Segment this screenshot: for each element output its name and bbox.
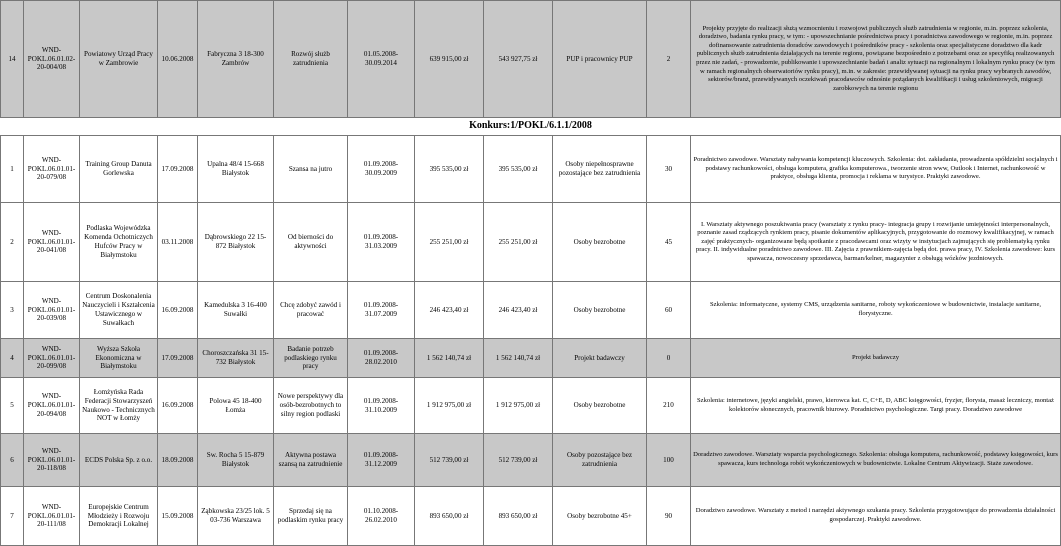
- funding-amount: 246 423,40 zł: [484, 282, 553, 339]
- application-number: WND-POKL.06.01.01-20-094/08: [24, 378, 80, 434]
- participants-count: 60: [647, 282, 691, 339]
- table-row: [1, 282, 1061, 339]
- target-group: Osoby bezrobotne 45+: [553, 487, 647, 546]
- funding-amount: 543 927,75 zł: [484, 1, 553, 118]
- participants-count: 90: [647, 487, 691, 546]
- application-number: WND-POKL.06.01.01-20-079/08: [24, 136, 80, 203]
- project-description: Projekt badawczy: [691, 339, 1061, 378]
- project-value: 1 562 140,74 zł: [415, 339, 484, 378]
- project-title: Aktywna postawa szansą na zatrudnienie: [274, 434, 348, 487]
- target-group: Projekt badawczy: [553, 339, 647, 378]
- agreement-date: 03.11.2008: [158, 203, 198, 282]
- beneficiary-name: Wyższa Szkoła Ekonomiczna w Białymstoku: [80, 339, 158, 378]
- row-number: 1: [1, 136, 24, 203]
- project-value: 246 423,40 zł: [415, 282, 484, 339]
- row-number: 14: [1, 1, 24, 118]
- target-group: PUP i pracownicy PUP: [553, 1, 647, 118]
- funding-amount: 893 650,00 zł: [484, 487, 553, 546]
- target-group: Osoby pozostające bez zatrudnienia: [553, 434, 647, 487]
- project-value: 395 535,00 zł: [415, 136, 484, 203]
- table-row: [1, 136, 1061, 203]
- beneficiary-name: Training Group Danuta Gorlewska: [80, 136, 158, 203]
- beneficiary-address: Upalna 48/4 15-668 Białystok: [198, 136, 274, 203]
- application-number: WND-POKL.06.01.01-20-111/08: [24, 487, 80, 546]
- beneficiary-name: Podlaska Wojewódzka Komenda Ochotniczych Hufców Pracy w Białymstoku: [80, 203, 158, 282]
- project-value: 255 251,00 zł: [415, 203, 484, 282]
- agreement-date: 15.09.2008: [158, 487, 198, 546]
- beneficiary-address: Sw. Rocha 5 15-879 Białystok: [198, 434, 274, 487]
- row-number: 4: [1, 339, 24, 378]
- agreement-date: 16.09.2008: [158, 378, 198, 434]
- participants-count: 0: [647, 339, 691, 378]
- target-group: Osoby bezrobotne: [553, 203, 647, 282]
- konkurs-row: [1, 118, 1061, 136]
- project-period: 01.05.2008-30.09.2014: [348, 1, 415, 118]
- target-group: Osoby bezrobotne: [553, 378, 647, 434]
- project-description: Poradnictwo zawodowe. Warsztaty nabywania kompetencji kluczowych. Szkolenia: dot. zakładania, prowadzenia spółdzielni socjalnych i podstawy rachunkowości, obsługa komputera, grafika komputerowa., tworzenie stron www, Outlook i Internet, rachunkowość w praktyce, obsługa klienta, promocja i reklama w turystyce. Praktyki zawodowe.: [691, 136, 1061, 203]
- row-number: 7: [1, 487, 24, 546]
- table-body-top: [1, 1, 1061, 118]
- project-value: 639 915,00 zł: [415, 1, 484, 118]
- project-period: 01.09.2008-28.02.2010: [348, 339, 415, 378]
- project-title: Chcę zdobyć zawód i pracować: [274, 282, 348, 339]
- application-number: WND-POKL.06.01.02-20-004/08: [24, 1, 80, 118]
- konkurs-section: [1, 118, 1061, 136]
- project-value: 893 650,00 zł: [415, 487, 484, 546]
- participants-count: 100: [647, 434, 691, 487]
- table-row: [1, 487, 1061, 546]
- target-group: Osoby niepełnosprawne pozostające bez zatrudnienia: [553, 136, 647, 203]
- project-description: Szkolenia: informatyczne, systemy CMS, urządzenia sanitarne, roboty wykończeniowe w budownictwie, instalacje sanitarne, florystyczne.: [691, 282, 1061, 339]
- row-number: 6: [1, 434, 24, 487]
- table-row: [1, 339, 1061, 378]
- beneficiary-address: Fabryczna 3 18-300 Zambrów: [198, 1, 274, 118]
- funding-amount: 395 535,00 zł: [484, 136, 553, 203]
- project-title: Nowe perspektywy dla osób-bezrobotnych to silny region podlaski: [274, 378, 348, 434]
- participants-count: 210: [647, 378, 691, 434]
- project-period: 01.09.2008-31.07.2009: [348, 282, 415, 339]
- project-title: Sprzedaj się na podlaskim rynku pracy: [274, 487, 348, 546]
- agreement-date: 17.09.2008: [158, 339, 198, 378]
- funding-amount: 1 562 140,74 zł: [484, 339, 553, 378]
- table-body-main: [1, 136, 1061, 546]
- agreement-date: 16.09.2008: [158, 282, 198, 339]
- row-number: 2: [1, 203, 24, 282]
- application-number: WND-POKL.06.01.01-20-118/08: [24, 434, 80, 487]
- project-period: 01.09.2008-31.03.2009: [348, 203, 415, 282]
- agreement-date: 10.06.2008: [158, 1, 198, 118]
- funding-amount: 1 912 975,00 zł: [484, 378, 553, 434]
- project-title: Badanie potrzeb podlaskiego rynku pracy: [274, 339, 348, 378]
- beneficiary-name: Powiatowy Urząd Pracy w Zambrowie: [80, 1, 158, 118]
- table-row: [1, 378, 1061, 434]
- agreement-date: 17.09.2008: [158, 136, 198, 203]
- application-number: WND-POKL.06.01.01-20-039/08: [24, 282, 80, 339]
- project-period: 01.09.2008-31.12.2009: [348, 434, 415, 487]
- agreement-date: 18.09.2008: [158, 434, 198, 487]
- participants-count: 45: [647, 203, 691, 282]
- funding-amount: 512 739,00 zł: [484, 434, 553, 487]
- participants-count: 2: [647, 1, 691, 118]
- table-row: [1, 203, 1061, 282]
- project-period: 01.10.2008-26.02.2010: [348, 487, 415, 546]
- beneficiary-address: Choroszczańska 31 15-732 Białystok: [198, 339, 274, 378]
- project-description: I. Warsztaty aktywnego poszukiwania pracy (warsztaty z rynku pracy- integracja grupy i rozwijanie umiejętności interpersonalnych, poznanie zasad rządzących rynkiem pracy, pisanie dokumentów aplikacyjnych, przygotowanie do rozmowy kwalifikacyjnej, w ramach zajęć praktycznych- organizowane będą spotkanie z pracodawcami oraz wizyty w instytucjach zajmujących się problematyką rynku pracy. II. indywidualne poradnictwo zawodowe. III. Zajęcia z prawnikiem-zajęcia będą dot. prawa pracy, IV. Szkolenia zawodowe: kurs spawacza, nowoczesny sprzedawca, barman/kelner, magazynier z obsługą wózków jezdniowych.: [691, 203, 1061, 282]
- project-title: Rozwój służb zatrudnienia: [274, 1, 348, 118]
- beneficiary-address: Polowa 45 18-400 Łomża: [198, 378, 274, 434]
- table-row: [1, 434, 1061, 487]
- konkurs-heading: Konkurs:1/POKL/6.1.1/2008: [1, 118, 1061, 136]
- beneficiary-address: Kamedulska 3 16-400 Suwałki: [198, 282, 274, 339]
- project-value: 512 739,00 zł: [415, 434, 484, 487]
- beneficiary-name: Centrum Doskonalenia Nauczycieli i Kształcenia Ustawicznego w Suwałkach: [80, 282, 158, 339]
- table-row: [1, 1, 1061, 118]
- project-title: Szansa na jutro: [274, 136, 348, 203]
- project-description: Projekty przyjęte do realizacji służą wzmocnieniu i rozwojowi publicznych służb zatrudnienia w regionie, m.in. poprzez szkolenia, doradztwo, badania rynku pracy, w tym: - upowszechnianie pośrednictwa pracy i poradnictwa zawodowego w regionie, m.in. poprzez dofinansowanie zatrudnienia doradców zawodowych i pośredników pracy - szkolenia oraz specjalistyczne doradztwo dla kadr publicznych służb zatrudnienia działających na terenie regionu, powiązane bezpośrednio z potrzebami oraz ze specyfiką realizowanych przez nie zadań, - prowadzenie, publikowanie i upowszechnianie badań i analiz sytuacji na regionalnym i lokalnym rynku pracy (w tym w ramach regionalnych obserwatoriów rynku pracy), m.in. w zakresie: przewidywanej sytuacji na rynku pracy wybranych zawodów, sektorów/branż, przewidywanych oczekiwań pracodawców odnośnie pożądanych kwalifikacji i usług szkoleniowych, migracji zarobkowych na terenie regionu: [691, 1, 1061, 118]
- row-number: 3: [1, 282, 24, 339]
- application-number: WND-POKL.06.01.01-20-099/08: [24, 339, 80, 378]
- project-description: Szkolenia: internetowe, języki angielski, prawo, kierowca kat. C, C+E, D, ABC księgowości, fryzjer, florysta, masaż leczniczy, montaż kolektorów słonecznych, pracownik biurowy. Poradnictwo psychologiczne. Targi pracy. Doradztwo zawodowe: [691, 378, 1061, 434]
- beneficiary-name: ECDS Polska Sp. z o.o.: [80, 434, 158, 487]
- beneficiary-name: Europejskie Centrum Młodzieży i Rozwoju Demokracji Lokalnej: [80, 487, 158, 546]
- beneficiary-address: Dąbrowskiego 22 15-872 Białystok: [198, 203, 274, 282]
- project-period: 01.09.2008-30.09.2009: [348, 136, 415, 203]
- application-number: WND-POKL.06.01.01-20-041/08: [24, 203, 80, 282]
- funding-amount: 255 251,00 zł: [484, 203, 553, 282]
- target-group: Osoby bezrobotne: [553, 282, 647, 339]
- beneficiary-address: Ząbkowska 23/25 lok. 5 03-736 Warszawa: [198, 487, 274, 546]
- project-title: Od bierności do aktywności: [274, 203, 348, 282]
- beneficiary-name: Łomżyńska Rada Federacji Stowarzyszeń Naukowo - Technicznych NOT w Łomży: [80, 378, 158, 434]
- project-period: 01.09.2008-31.10.2009: [348, 378, 415, 434]
- row-number: 5: [1, 378, 24, 434]
- project-description: Doradztwo zawodowe. Warsztaty z metod i narzędzi aktywnego szukania pracy. Szkolenia przygotowujące do prowadzenia działalności gospodarczej. Praktyki zawodowe.: [691, 487, 1061, 546]
- participants-count: 30: [647, 136, 691, 203]
- project-description: Doradztwo zawodowe. Warsztaty wsparcia psychologicznego. Szkolenia: obsługa komputera, rachunkowość, podstawy księgowości, kurs spawacza, kurs technologa robót wykończeniowych w budownictwie. Lokalne Centrum Aktywizacji. Staże zawodowe.: [691, 434, 1061, 487]
- project-value: 1 912 975,00 zł: [415, 378, 484, 434]
